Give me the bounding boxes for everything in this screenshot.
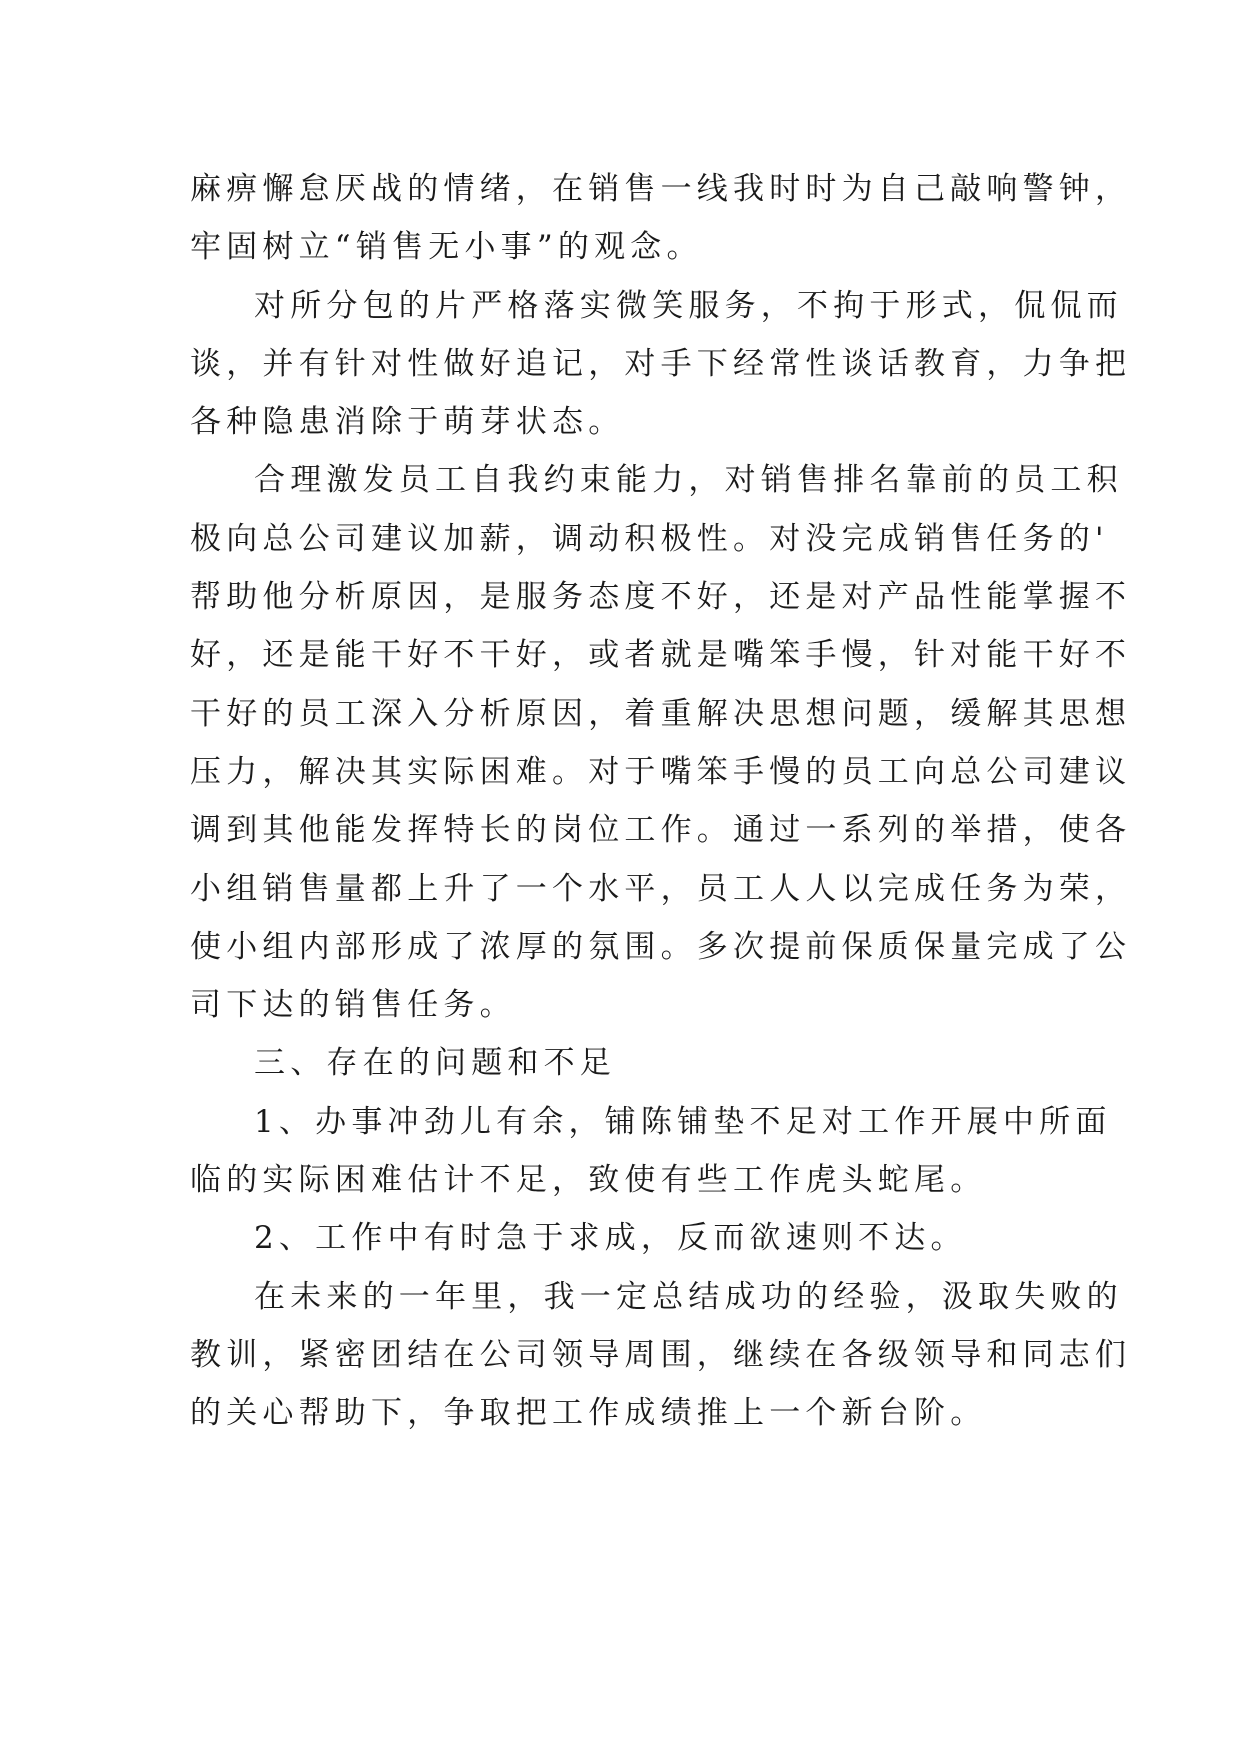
text-line: 使小组内部形成了浓厚的氛围。多次提前保质保量完成了公 bbox=[190, 928, 1132, 965]
text-line: 压力，解决其实际困难。对于嘴笨手慢的员工向总公司建议 bbox=[190, 753, 1132, 790]
section-heading: 三、存在的问题和不足 bbox=[254, 1045, 616, 1082]
text-line: 干好的员工深入分析原因，着重解决思想问题，缓解其思想 bbox=[190, 695, 1132, 732]
text-line: 对所分包的片严格落实微笑服务，不拘于形式，侃侃而 bbox=[254, 287, 1123, 324]
text-line: 各种隐患消除于萌芽状态。 bbox=[190, 404, 625, 441]
text-line: 好，还是能干好不干好，或者就是嘴笨手慢，针对能干好不 bbox=[190, 637, 1132, 674]
text-line: 麻痹懈怠厌战的情绪，在销售一线我时时为自己敲响警钟， bbox=[190, 171, 1132, 207]
text-line: 小组销售量都上升了一个水平，员工人人以完成任务为荣， bbox=[190, 870, 1132, 907]
text-line: 谈，并有针对性做好追记，对手下经常性谈话教育，力争把 bbox=[190, 345, 1132, 382]
text-line: 牢固树立“销售无小事”的观念。 bbox=[190, 229, 703, 266]
text-line: 合理激发员工自我约束能力，对销售排名靠前的员工积 bbox=[254, 462, 1123, 499]
text-line: 调到其他能发挥特长的岗位工作。通过一系列的举措，使各 bbox=[190, 812, 1132, 849]
body-text bbox=[190, 160, 1132, 1443]
text-line: 1、办事冲劲儿有余，铺陈铺垫不足对工作开展中所面 bbox=[254, 1103, 1112, 1140]
text-line: 在未来的一年里，我一定总结成功的经验，汲取失败的 bbox=[254, 1278, 1123, 1315]
text-line: 临的实际困难估计不足，致使有些工作虎头蛇尾。 bbox=[190, 1162, 987, 1199]
text-line: 司下达的销售任务。 bbox=[190, 987, 516, 1024]
text-line: 2、工作中有时急于求成，反而欲速则不达。 bbox=[254, 1220, 967, 1257]
text-line: 的关心帮助下，争取把工作成绩推上一个新台阶。 bbox=[190, 1395, 987, 1432]
text-line: 极向总公司建议加薪，调动积极性。对没完成销售任务的' bbox=[190, 520, 1109, 557]
text-line: 帮助他分析原因，是服务态度不好，还是对产品性能掌握不 bbox=[190, 579, 1132, 616]
text-line: 教训，紧密团结在公司领导周围，继续在各级领导和同志们 bbox=[190, 1336, 1132, 1373]
